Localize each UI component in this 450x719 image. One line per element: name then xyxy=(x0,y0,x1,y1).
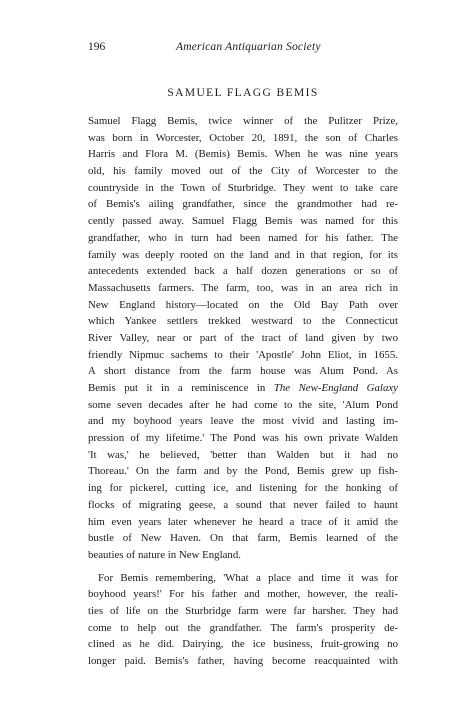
text-line xyxy=(88,380,398,397)
text-line: of Bemis's ailing grandfather, since the grandmother had re- xyxy=(88,198,398,211)
text-line: longer paid. Bemis's father, having become reacquainted with xyxy=(88,655,398,667)
text-line: some seven decades after he had come to the site, 'Alum Pond xyxy=(88,398,398,411)
page-number: 196 xyxy=(88,41,106,53)
text-line: boyhood years!' For his father and mother, however, the reali- xyxy=(88,588,398,601)
text-line: countryside in the Town of Sturbridge. They went to take care xyxy=(88,181,398,194)
text-line: bustle of New Haven. On that farm, Bemis learned of the xyxy=(88,532,398,545)
text-line: and my boyhood years leave the most vivid and lasting im- xyxy=(88,415,398,428)
text-line: antecedents extended back a half dozen generations or so of xyxy=(88,265,398,278)
text-line: grandfather, who in turn had been named for his father. The xyxy=(88,231,398,244)
text-line: old, his family moved out of the City of Worcester to the xyxy=(88,165,398,178)
journal-title: American Antiquarian Society xyxy=(176,41,321,53)
text-line: was born in Worcester, October 20, 1891, the son of Charles xyxy=(88,131,398,144)
text-line: him even years later whenever he heard a trace of it amid the xyxy=(88,515,398,528)
text-line: A short distance from the farm house was Alum Pond. As xyxy=(88,365,398,378)
text-line: clined as he did. Dairying, the ice business, fruit-growing no xyxy=(88,638,398,651)
text-line: ties of life on the Sturbridge farm were far harsher. They had xyxy=(88,604,398,617)
text-line: ing for pickerel, cutting ice, and listening for the honking of xyxy=(88,482,398,495)
text-line: Thoreau.' On the farm and by the Pond, Bemis grew up fish- xyxy=(88,465,398,478)
article-body xyxy=(88,113,398,670)
text-line: For Bemis remembering, 'What a place and time it was for xyxy=(98,571,398,584)
italic-title: The New-England Galaxy xyxy=(273,382,398,394)
text-line: New England history—located on the Old Bay Path over xyxy=(88,298,398,311)
text-line: friendly Nipmuc sachems to their 'Apostle' John Eliot, in 1655. xyxy=(88,348,398,361)
text-line: family was deeply rooted on the land and in that region, for its xyxy=(88,248,398,261)
text-line: 'It was,' he believed, 'better than Walden but it had no xyxy=(88,448,398,461)
text-line: River Valley, near or part of the tract of land given by two xyxy=(88,331,398,344)
text-line: pression of my lifetime.' The Pond was his own private Walden xyxy=(88,432,398,445)
text-line: which Yankee settlers trekked westward to the Connecticut xyxy=(88,315,398,328)
text-line: Harris and Flora M. (Bemis) Bemis. When he was nine years xyxy=(88,148,398,161)
article-title: SAMUEL FLAGG BEMIS xyxy=(167,87,319,99)
text-line: flocks of migrating geese, a sound that never failed to haunt xyxy=(88,498,398,511)
text-line: cently passed away. Samuel Flagg Bemis was named for this xyxy=(88,215,398,228)
text-line: Samuel Flagg Bemis, twice winner of the Pulitzer Prize, xyxy=(88,115,398,127)
text-line: beauties of nature in New England. xyxy=(88,548,241,561)
text-line: Massachusetts farmers. The farm, too, was in an area rich in xyxy=(88,281,398,294)
text-run: Bemis put it in a reminiscence in xyxy=(88,382,274,394)
text-line: come to help out the grandfather. The farm's prosperity de- xyxy=(88,621,398,634)
